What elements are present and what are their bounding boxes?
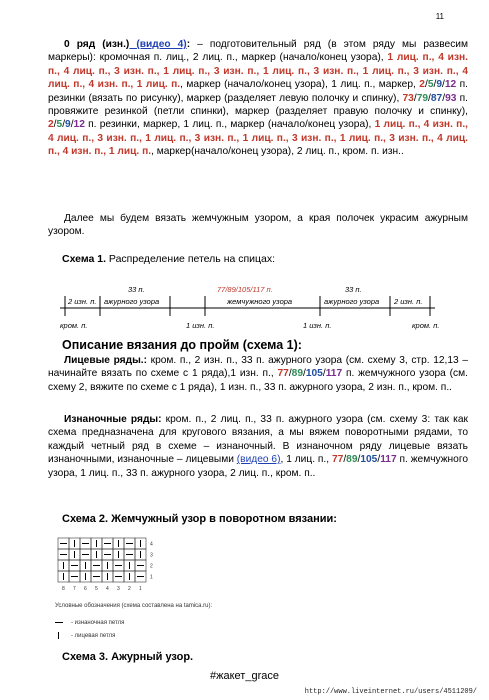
krom-left: кром. п. — [60, 321, 88, 330]
size-num-3b: 9 — [65, 119, 71, 131]
size-num-1b: 2 — [48, 119, 54, 131]
pearl-chart — [56, 536, 166, 598]
hashtag: #жакет_grace — [210, 670, 279, 682]
back-num-1: 73 — [402, 92, 414, 104]
seg-pearl: жемчужного узора — [227, 297, 293, 306]
row0-mid4: п. резинки, маркер, 1 лиц. п., маркер (начало/конец узора), — [84, 119, 375, 131]
face-rows-text1: кром. п., 2 изн. п., 33 п. ажурного узора (см. схему 3, стр. 12,13 – начинайте вязать по схеме с 1 ряда),1 изн. п., — [48, 355, 468, 380]
face-num-2: 89 — [291, 368, 303, 380]
scheme1-title: Схема 1. — [62, 253, 107, 265]
row0-mid3: п. провяжите резинкой (петли спинки), маркер (разделяет правую полочку и спинку), — [48, 92, 468, 118]
scheme1-diagram — [60, 272, 440, 332]
row0-title: 0 ряд (изн.) — [64, 39, 130, 50]
description-heading: Описание вязания до пройм (схема 1): — [62, 338, 302, 352]
row0-end: , маркер(начало/конец узора), 2 лиц. п., кром. п. изн.. — [151, 146, 404, 158]
page-number: 11 — [435, 12, 444, 21]
seg-2izn-right: 2 изн. п. — [394, 297, 423, 306]
source-url[interactable]: http://www.liveinternet.ru/users/4511209/ — [304, 688, 477, 696]
chart-col-number: 3 — [117, 586, 120, 592]
izn1-left: 1 изн. п. — [186, 321, 215, 330]
row0-mid1: , маркер (начало/конец узора), 1 лиц. п., маркер, — [180, 79, 420, 91]
size-num-1: 2 — [419, 79, 425, 91]
legend-knit-row — [55, 632, 115, 639]
chart-col-number: 4 — [106, 586, 109, 592]
seg-33-right: 33 п. — [345, 285, 362, 294]
chart-col-number: 6 — [84, 586, 87, 592]
face-rows-paragraph: Лицевые ряды.: кром. п., 2 изн. п., 33 п. ажурного узора (см. схему 3, стр. 12,13 – начинайте вязать по схеме с 1 ряда),1 изн. п., 77/89/105/117 п. жемчужного узора (см. схему 2, вяжите по схеме с 1 ряда), 1 изн. п., 33 п. ажурного узора, 2 изн. п., кром. п.. — [48, 355, 468, 393]
knit-symbol-icon — [58, 632, 59, 639]
chart-row-number: 4 — [150, 541, 153, 548]
seg-pearl-nums: 77/89/105/117 п. — [217, 285, 273, 294]
seg-ajur-right: ажурного узора — [324, 297, 380, 306]
face-rows-label: Лицевые ряды.: — [64, 355, 148, 366]
scheme3-heading: Схема 3. Ажурный узор. — [62, 651, 194, 663]
purl-rows-text1: кром. п., 2 лиц. п., 33 п. ажурного узора (см. схему 3: так как схема предназначена для кругового вязания, а мы вяжем поворотными рядами, то каждый четный ряд в схеме – изнаночный. В изнаночном ряду лицевые вязать изнаночными, изнаночные – лицевыми — [48, 414, 468, 466]
legend-knit: - лицевая петля — [71, 633, 116, 640]
krom-right: кром. п. — [412, 321, 440, 330]
video6-link[interactable]: (видео 6) — [236, 454, 281, 466]
chart-col-number: 8 — [62, 586, 65, 592]
seg-ajur-left: ажурного узора — [104, 297, 160, 306]
row0-colon: : — [186, 39, 198, 50]
face-num-1: 77 — [277, 368, 289, 380]
back-num-4: 93 — [445, 92, 457, 104]
size-num-2b: 5 — [56, 119, 63, 131]
purl-rows-text3: п. жемчужного узора, 1 лиц. п., 33 п. ажурного узора, 2 лиц. п., кром. п.. — [48, 454, 468, 479]
purl-num-3: 105 — [360, 454, 378, 466]
face-num-4: 117 — [325, 368, 343, 380]
legend-title: Условные обозначения (схема составлена на tamica.ru): — [55, 603, 213, 609]
chart-row-number: 1 — [150, 574, 153, 581]
face-rows-text2: п. жемчужного узора (см. схему 2, вяжите по схеме с 1 ряда), 1 изн. п., 33 п. ажурного узора, 2 изн. п., кром. п.. — [48, 368, 468, 393]
chart-col-number: 2 — [128, 586, 131, 592]
scheme1-heading — [62, 253, 275, 265]
chart-col-number: 1 — [139, 586, 142, 592]
size-num-4b: 12 — [73, 119, 85, 131]
row0-intro: – подготовительный ряд (в этом ряду мы развесим маркеры): кромочная п. лиц., 2 лиц. п., маркер (начало/конец узора), — [48, 39, 468, 64]
scheme2-heading: Схема 2. Жемчужный узор в поворотном вязании: — [62, 513, 337, 525]
row0-red-sequence-1: 1 лиц. п., 4 изн. п., 4 лиц. п., 3 изн. п., 1 лиц. п., 3 изн. п., 1 лиц. п., 3 изн. п., 1 лиц. п., 3 изн. п., 4 лиц. п., 4 изн. п., 1 лиц. п. — [48, 52, 468, 91]
row0-red-sequence-2: 1 лиц. п., 4 изн. п., 4 лиц. п., 3 изн. п., 1 лиц. п., 3 изн. п., 1 лиц. п., 3 изн. п., 1 лиц. п., 3 изн. п., 4 лиц. п., 4 изн. п., 1 лиц. п. — [48, 119, 468, 158]
purl-rows-text2: , 1 лиц. п., — [280, 454, 332, 466]
purl-num-2: 89 — [346, 454, 358, 466]
back-num-3: 87 — [430, 92, 443, 104]
legend-purl-row — [55, 620, 124, 626]
legend-purl: - изнаночная петля — [71, 620, 125, 626]
chart-row-number: 2 — [150, 563, 153, 570]
row0-mid2: п. резинки (вязать по рисунку), маркер (разделяет левую полочку и спинку), — [48, 79, 468, 104]
purl-num-4: 117 — [380, 454, 397, 466]
izn1-right: 1 изн. п. — [303, 321, 332, 330]
purl-rows-label: Изнаночные ряды: — [64, 414, 162, 425]
size-num-4: 12 — [444, 79, 457, 91]
size-num-3: 9 — [436, 79, 442, 91]
back-num-2: 79 — [416, 92, 429, 104]
seg-2izn-left: 2 изн. п. — [68, 297, 97, 306]
purl-num-1: 77 — [331, 454, 344, 466]
purl-symbol-icon — [55, 622, 63, 623]
chart-col-number: 7 — [73, 586, 76, 592]
next-paragraph: Далее мы будем вязать жемчужным узором, а края полочек украсим ажурным узором. — [48, 213, 468, 238]
size-num-2: 5 — [427, 79, 434, 91]
scheme1-desc: Распределение петель на спицах: — [106, 253, 276, 265]
purl-rows-paragraph: Изнаночные ряды: кром. п., 2 лиц. п., 33 п. ажурного узора (см. схему 3: так как схема предназначена для кругового вязания, а мы вяжем поворотными рядами, то каждый четный ряд в схеме – изнаночный. В изнаночном ряду лицевые вязать изнаночными, изнаночные – лицевыми (видео 6), 1 лиц. п., 77/89/105/117 п. жемчужного узора, 1 лиц. п., 33 п. ажурного узора, 2 лиц. п., кром. п.. — [48, 414, 468, 479]
chart-col-number: 5 — [95, 586, 98, 592]
video4-link[interactable]: (видео 4) — [129, 39, 187, 50]
chart-row-number: 3 — [150, 552, 153, 559]
seg-33-left: 33 п. — [128, 285, 145, 294]
row0-paragraph: 0 ряд (изн.) (видео 4): – подготовительный ряд (в этом ряду мы развесим маркеры): кромочная п. лиц., 2 лиц. п., маркер (начало/конец узора), 1 лиц. п., 4 изн. п., 4 лиц. п., 3 изн. п., 1 лиц. п., 3 изн. п., 1 лиц. п., 3 изн. п., 1 лиц. п., 3 изн. п., 4 лиц. п., 4 изн. п., 1 лиц. п., маркер (начало/конец узора), 1 лиц. п., маркер, 2/5/9/12 п. резинки (вязать по рисунку), маркер (разделяет левую полочку и спинку), 73/79/87/93 п. провяжите резинкой (петли спинки), маркер (разделяет правую полочку и спинку), 2/5/9/12 п. резинки, маркер, 1 лиц. п., маркер (начало/конец узора), 1 лиц. п., 4 изн. п., 4 лиц. п., 3 изн. п., 1 лиц. п., 3 изн. п., 1 лиц. п., 3 изн. п., 1 лиц. п., 3 изн. п., 4 лиц. п., 4 изн. п., 1 лиц. п., маркер(начало/конец узора), 2 лиц. п., кром. п. изн.. — [48, 39, 468, 158]
face-num-3: 105 — [305, 368, 323, 380]
